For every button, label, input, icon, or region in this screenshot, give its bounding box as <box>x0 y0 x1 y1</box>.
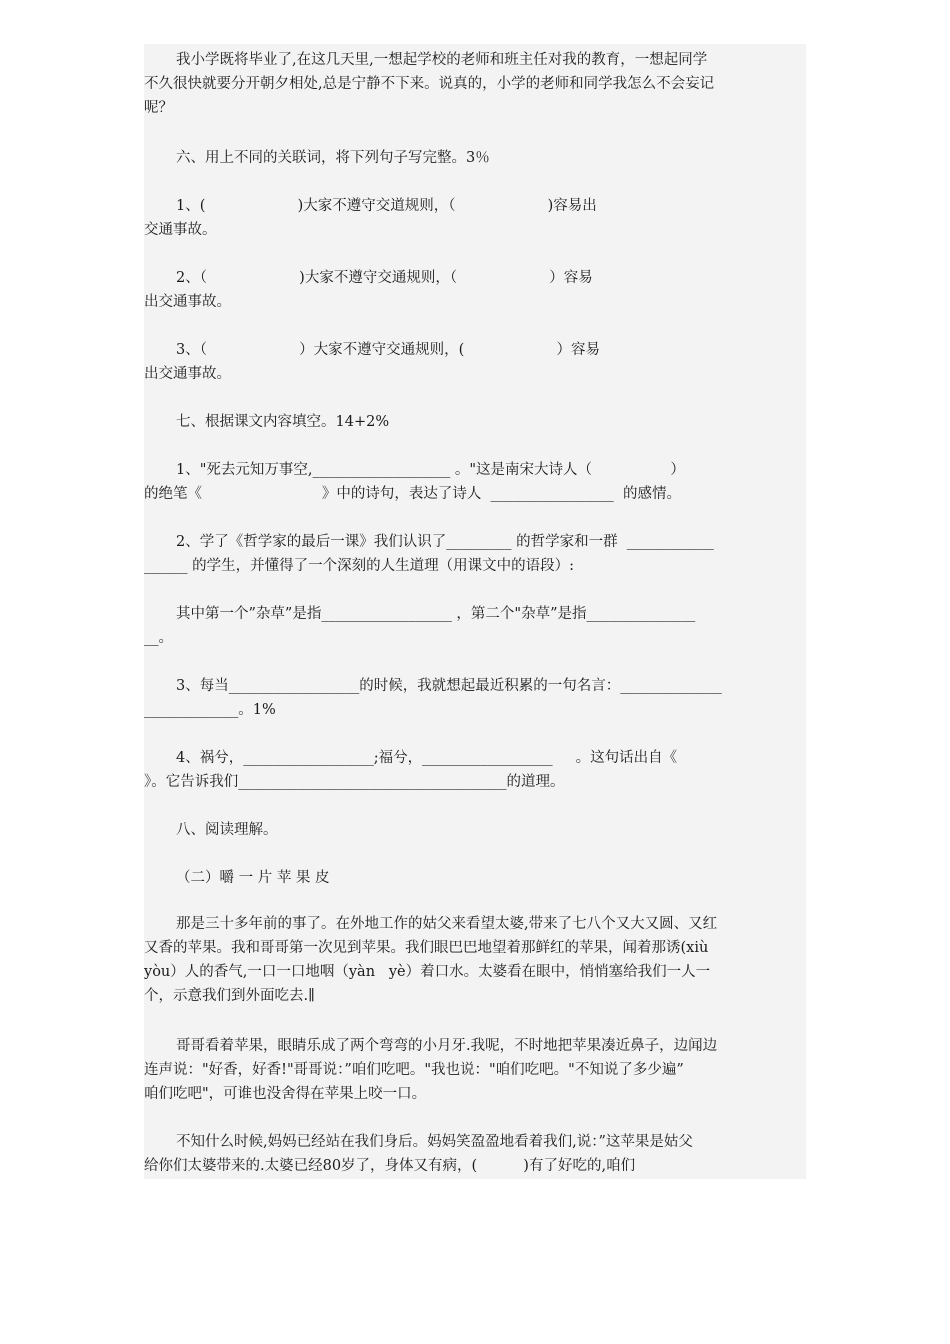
text-line: 哥哥看着苹果，眼睛乐成了两个弯弯的小月牙.我呢，不时地把苹果凑近鼻子，边闻边 <box>176 1038 718 1054</box>
text-line: _____________。1% <box>144 702 276 718</box>
text-line: 连声说："好香，好香!"哥哥说：”咱们吃吧。"我也说："咱们吃吧。"不知说了多少遍” <box>144 1062 684 1078</box>
text-line: 出交通事故。 <box>144 294 231 310</box>
passage-title: （二）嚼 一 片 苹 果 皮 <box>176 870 330 886</box>
text-line: 出交通事故。 <box>144 366 231 382</box>
text-line: yòu）人的香气,一口一口地咽（yàn yè）着口水。太婆看在眼中，悄悄塞给我们一人一 <box>144 964 711 980</box>
text-line: 交通事故。 <box>144 222 217 238</box>
section-heading-7: 七、根据课文内容填空。14+2% <box>176 414 390 430</box>
section-heading-8: 八、阅读理解。 <box>176 822 278 838</box>
text-line: 2、学了《哲学家的最后一课》我们认识了_________ 的哲学家和一群 ____________ <box>176 534 714 550</box>
text-line: 呢？ <box>144 100 173 116</box>
text-line: 那是三十多年前的事了。在外地工作的姑父来看望太婆,带来了七八个又大又圆、又红 <box>176 916 718 932</box>
text-line: 1、"死去元知万事空,___________________ 。"这是南宋大诗人（ ） <box>176 462 685 478</box>
section-heading-6: 六、用上不同的关联词，将下列句子写完整。3％ <box>176 150 490 166</box>
text-line: 不久很快就要分开朝夕相处,总是宁静不下来。说真的，小学的老师和同学我怎么不会妄记 <box>144 76 715 92</box>
text-line: 2、（ )大家不遵守交通规则，（ ）容易 <box>176 270 593 286</box>
text-line: ______ 的学生，并懂得了一个深刻的人生道理（用课文中的语段）: <box>144 558 574 574</box>
text-line: 》。它告诉我们_____________________________________的道理。 <box>144 774 565 790</box>
text-line: 个，示意我们到外面吃去.∥ <box>144 988 315 1004</box>
text-line: 又香的苹果。我和哥哥第一次见到苹果。我们眼巴巴地望着那鲜红的苹果，闻着那诱(xiù <box>144 940 709 956</box>
text-line: 3、每当__________________的时候，我就想起最近积累的一句名言：______________ <box>176 678 722 694</box>
text-line: 的绝笔《 》中的诗句，表达了诗人 _________________ 的感情。 <box>144 486 682 502</box>
text-line: 3、（ ）大家不遵守交通规则，( ）容易 <box>176 342 600 358</box>
text-line: 其中第一个”杂草”是指__________________ ，第二个"杂草”是指_______________ <box>176 606 696 622</box>
text-line: 我小学既将毕业了,在这几天里,一想起学校的老师和班主任对我的教育，一想起同学 <box>176 52 708 68</box>
text-line: __。 <box>144 630 173 646</box>
text-line: 咱们吃吧"，可谁也没舍得在苹果上咬一口。 <box>144 1086 427 1102</box>
text-line: 1、( )大家不遵守交道规则，（ )容易出 <box>176 198 597 214</box>
text-line: 不知什么时候,妈妈已经站在我们身后。妈妈笑盈盈地看着我们,说：”这苹果是姑父 <box>176 1134 693 1150</box>
text-line: 4、祸兮，__________________;福兮，__________________ 。这句话出自《 <box>176 750 678 766</box>
text-line: 给你们太婆带来的.太婆已经80岁了，身体又有病，( )有了好吃的,咱们 <box>144 1158 636 1174</box>
